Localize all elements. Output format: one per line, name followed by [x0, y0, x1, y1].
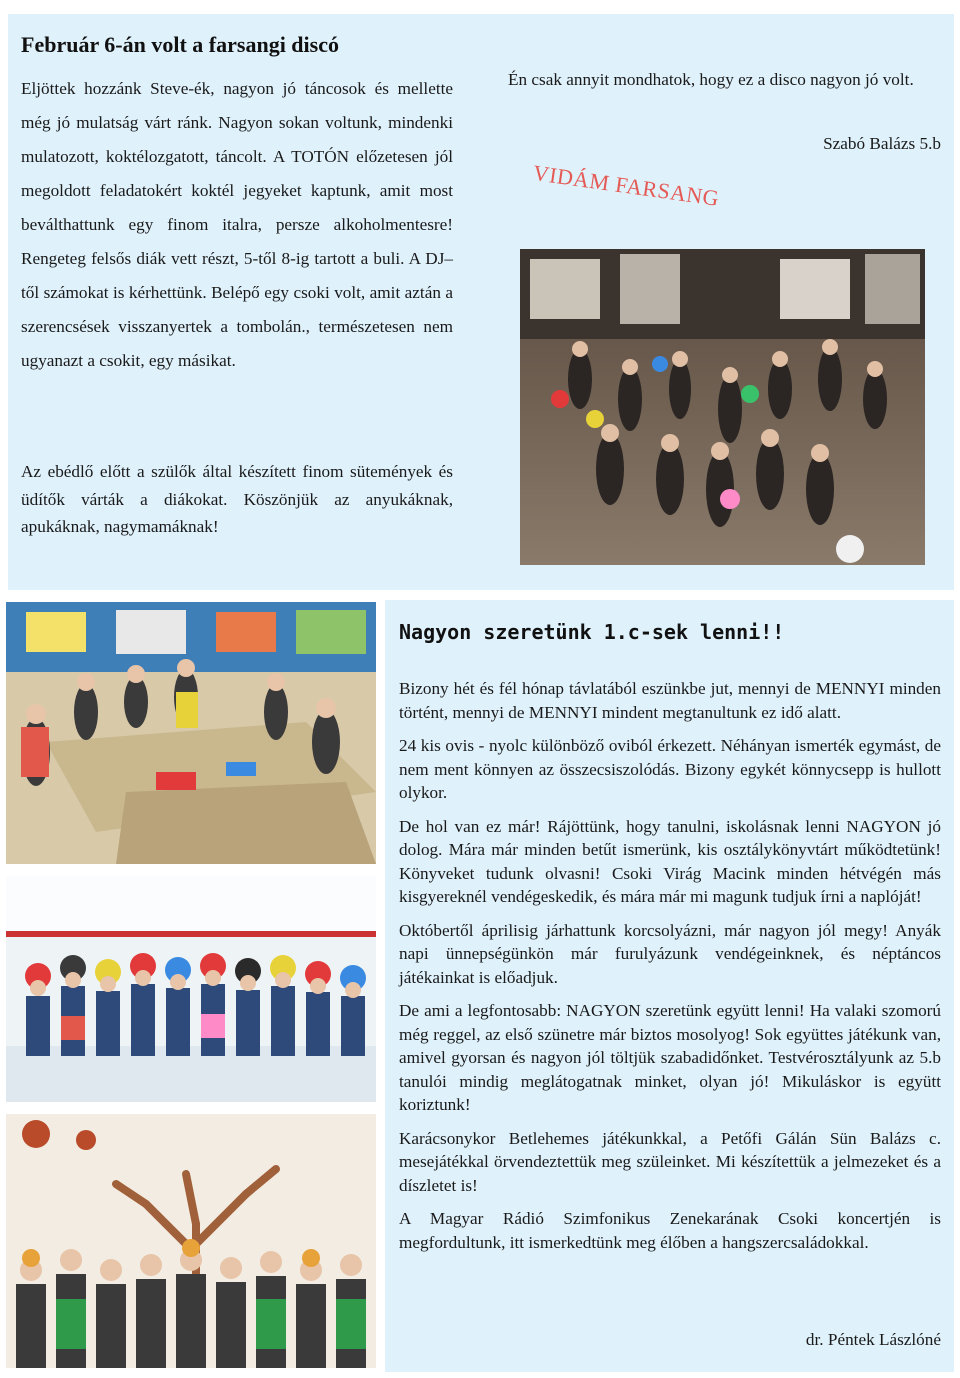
class-author-signature: dr. Péntek Lászlóné	[805, 1330, 941, 1349]
disco-paragraph-2-text: Az ebédlő előtt a szülők által készített finom sütemények és üdítők várták a diákokat. Köszönjük az anyukáknak, apukáknak, nagymamáknak!	[21, 462, 453, 536]
disco-quote: Én csak annyit mondhatok, hogy ez a disco nagyon jó volt.	[508, 70, 914, 89]
disco-photo	[520, 249, 925, 565]
class-paragraph: 24 kis ovis - nyolc különböző oviból érkezett. Néhányan ismerték egymást, de nem ment könnyen az összecsiszolódás. Bizony egykét könnycsepp is hullott olykor.	[399, 736, 941, 802]
class-paragraph: Karácsonykor Betlehemes játékunkkal, a Petőfi Gálán Sün Balázs c. mesejátékkal örvendeztettük meg szüleinket. Mi készítettük a jelmezeket és a díszletet is!	[399, 1128, 941, 1195]
disco-article-title: Február 6-án volt a farsangi discó	[21, 32, 339, 57]
costume-tree-photo	[6, 1114, 376, 1368]
disco-author-signature: Szabó Balázs 5.b	[823, 134, 941, 153]
disco-paragraph-1-text: Eljöttek hozzánk Steve-ék, nagyon jó táncosok és mellette még jó mulatság várt ránk. Nagyon sokan voltunk, mindenki mulatozott, koktélozgatott, táncolt. A TOTÓN előzetesen jól megoldott feladatokért koktél jegyeket kaptunk, amit most beválthattunk egy finom italra, persze alkoholmentesre! Rengeteg felsős diák vett részt, 5-től 8-ig tartott a buli. A DJ–től számokat is kérhettünk. Belépő egy csoki volt, amit aztán a szerencsések visszanyertek a tombolán., természetesen nem ugyanazt a csokit, egy másikat.	[21, 79, 453, 370]
disco-paragraph-1	[21, 72, 453, 378]
class-paragraph: De ami a legfontosabb: NAGYON szeretünk együtt lenni! Ha valaki szomorú még reggel, az első szünetre már biztos mosolyog! Sok együttes játékunk van, amivel gyorsan és nagyon jól töltjük szabadidőnket. Testvérosztályunk az 5.b tanulói mindig meglátogatnak minket, olyan jó! Mikuláskor is együtt koriztunk!	[399, 1001, 941, 1114]
disco-paragraph-2	[21, 458, 453, 541]
class-paragraph: Bizony hét és fél hónap távlatából eszünkbe jut, mennyi de MENNYI minden történt, mennyi de MENNYI mindent megtanultunk ez idő alatt.	[399, 679, 941, 722]
vidam-farsang-heading: VIDÁM FARSANG	[531, 160, 721, 211]
class-article-title: Nagyon szeretünk 1.c-sek lenni!!	[399, 620, 785, 644]
class-article-body	[399, 677, 941, 1264]
classroom-photo	[6, 602, 376, 864]
class-paragraph: Októbertől áprilisig járhattunk korcsolyázni, már nagyon jól megy! Anyák napi ünnepségünkön már furulyázunk vendégeinknek, és néptáncos játékainkat is előadjuk.	[399, 920, 941, 987]
class-paragraph: De hol van ez már! Rájöttünk, hogy tanulni, iskolásnak lenni NAGYON jó dolog. Mára már minden betűt ismerünk, kis osztálykönyvtárt működtetünk! Könyveket tudunk olvasni! Csoki Virág Macink minden hétvégén más kisgyereknél vendégeskedik, és mára már mi magunk tudjuk írni a naplóját!	[399, 816, 941, 906]
ice-skating-photo	[6, 876, 376, 1102]
class-paragraph: A Magyar Rádió Szimfonikus Zenekarának Csoki koncertjén is megfordultunk, itt ismerkedtünk meg élőben a hangszercsaládokkal.	[399, 1209, 941, 1252]
